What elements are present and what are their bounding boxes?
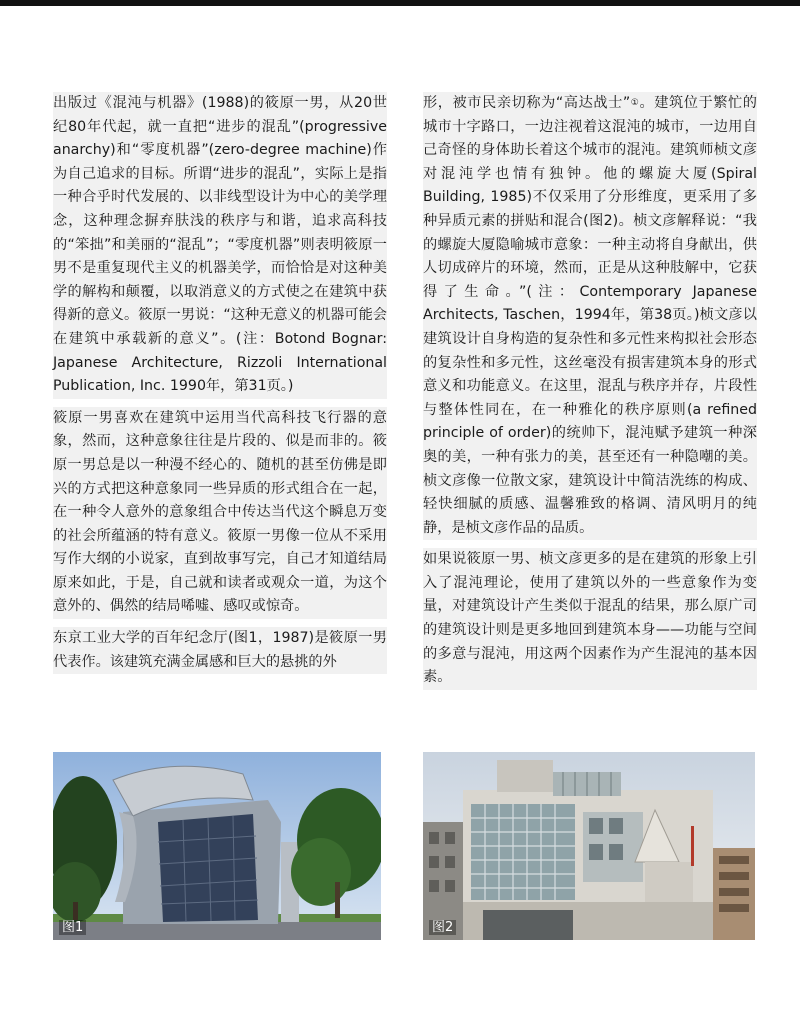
figure-1-photo [53, 752, 381, 940]
figure-2-photo [423, 752, 755, 940]
figure-label: 图1 [59, 920, 86, 935]
footnote-mark: ① [630, 98, 640, 108]
paragraph: 出版过《混沌与机器》(1988)的筱原一男，从20世纪80年代起，就一直把“进步的混乱”(progressive anarchy)和“零度机器”(zero-degree machine)作为自己追求的目标。所谓“进步的混乱”，实际上是指一种合乎时代发展的、以非线型设计为中心的美学理念，这种理念摒弃肤浅的秩序与和谐，追求高科技的“笨拙”和美丽的“混乱”；“零度机器”则表明筱原一男不是重复现代主义的机器美学，而恰恰是对这种美学的解构和颠覆，以取消意义的方式使之在建筑中获得新的意义。筱原一男说：“这种无意义的机器可能会在建筑中承载新的意义”。(注：Botond Bognar: Japanese Architecture, Rizzoli International Publication, Inc. 1990年，第31页。) [53, 92, 387, 399]
left-column [53, 92, 387, 674]
paragraph [423, 92, 757, 540]
paragraph: 如果说筱原一男、桢文彦更多的是在建筑的形象上引入了混沌理论，使用了建筑以外的一些意象作为变量，对建筑设计产生类似于混乱的结果，那么原广司的建筑设计则是更多地回到建筑本身——功能与空间的多意与混沌，用这两个因素作为产生混沌的基本因素。 [423, 548, 757, 690]
building-photo-illustration [423, 752, 755, 940]
figure-label: 图2 [429, 920, 456, 935]
paragraph-text: 。建筑位于繁忙的城市十字路口，一边注视着这混沌的城市，一边用自己奇怪的身体助长着这个城市的混沌。建筑师桢文彦对混沌学也情有独钟。他的螺旋大厦(Spiral Building, 1985)不仅采用了分形维度，更采用了多种异质元素的拼贴和混合(图2)。桢文彦解释说：“我的螺旋大厦隐喻城市意象：一种主动将自身献出，供人切成碎片的环境，然而，正是从这种肢解中，它获得了生命。”(注：Contemporary Japanese Architects, Taschen，1994年，第38页。)桢文彦以建筑设计自身构造的复杂性和多元性来构拟社会形态的复杂性和多元性，这丝毫没有损害建筑本身的形式意义和功能意义。在这里，混乱与秩序并存，片段性与整体性同在，在一种雅化的秩序原则(a refined principle of order)的统帅下，混沌赋予建筑一种深奥的美，一种有张力的美，甚至还有一种隐嘲的美。桢文彦像一位散文家，建筑设计中简洁洗练的构成、轻快细腻的质感、温馨雅致的格调、清风明月的纯静，是桢文彦作品的品质。 [423, 95, 757, 536]
paragraph: 东京工业大学的百年纪念厅(图1，1987)是筱原一男代表作。该建筑充满金属感和巨大的悬挑的外 [53, 627, 387, 674]
building-photo-illustration [53, 752, 381, 940]
right-column [423, 92, 757, 690]
top-rule [0, 0, 800, 6]
paragraph-text: 形，被市民亲切称为“高达战士” [423, 95, 631, 111]
paragraph: 筱原一男喜欢在建筑中运用当代高科技飞行器的意象，然而，这种意象往往是片段的、似是而非的。筱原一男总是以一种漫不经心的、随机的甚至仿佛是即兴的方式把这种意象同一些异质的形式组合在一起，在一种令人意外的意象组合中传达当代这个瞬息万变的社会所蕴涵的特有意义。筱原一男像一位从不采用写作大纲的小说家，直到故事写完，自己才知道结局原来如此，于是，自己就和读者或观众一道，为这个意外的、偶然的结局唏嘘、感叹或惊奇。 [53, 407, 387, 619]
